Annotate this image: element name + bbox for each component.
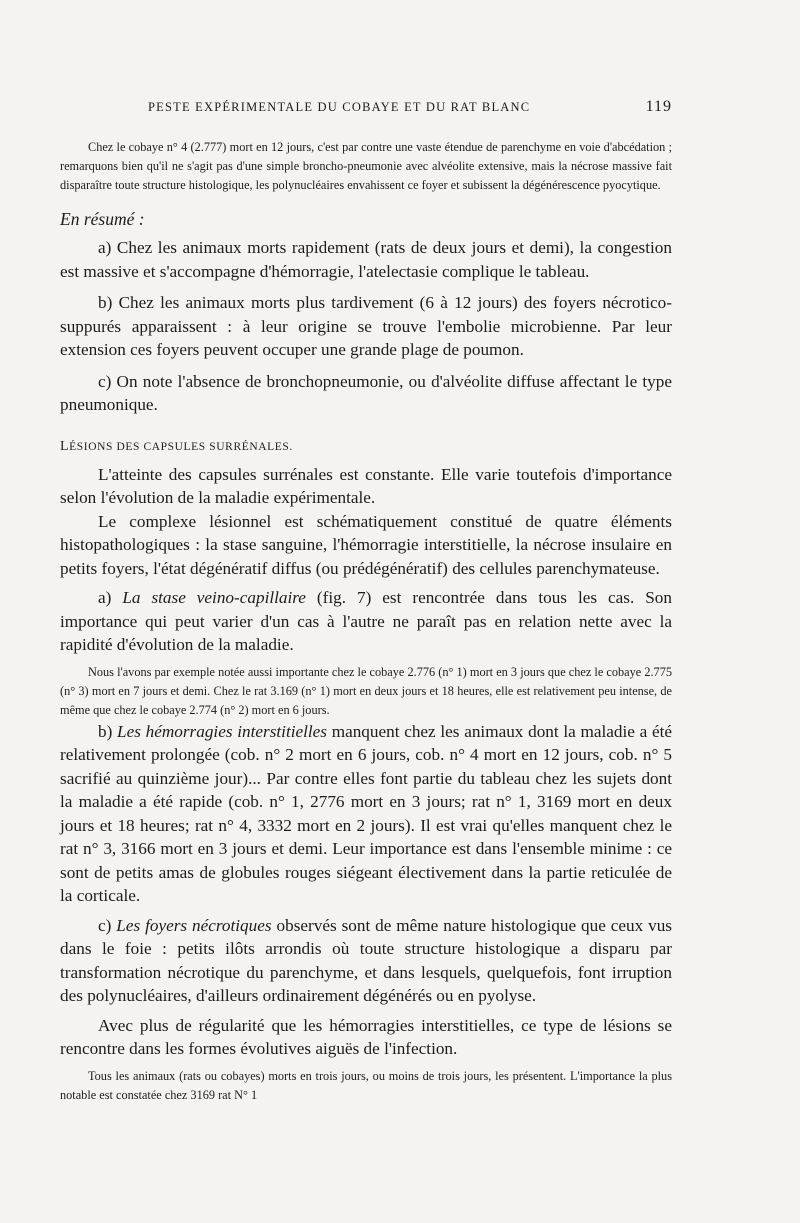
running-header: [148, 98, 672, 116]
page: [60, 98, 672, 1105]
section-heading: [60, 439, 672, 455]
summary-item-b: b) Chez les animaux morts plus tardivement (6 à 12 jours) des foyers nécrotico-suppurés apparaissent : à leur origine se trouve l'embolie microbienne. Par leur extension ces foyers peuvent occuper une grande plage de poumon.: [60, 293, 672, 359]
paragraph-avec: Avec plus de régularité que les hémorragies interstitielles, ce type de lésions se rencontre dans les formes évolutives aiguës de l'infection.: [60, 1015, 672, 1058]
page-number: 119: [645, 98, 672, 115]
paragraph-foyers: [60, 914, 672, 1008]
section-heading-rest: ÉSIONS DES CAPSULES SURRÉNALES.: [69, 440, 293, 453]
paragraph-stase: [60, 586, 672, 657]
item-body: (fig. 7) est rencontrée dans tous les cas. Son importance qui peut varier d'un cas à l'autre ne paraît pas en relation nette avec la rapidité d'évolution de la maladie.: [60, 588, 672, 654]
paragraph-tous: Tous les animaux (rats ou cobayes) morts en trois jours, ou moins de trois jours, les présentent. L'importance la plus notable est constatée chez 3169 rat N° 1: [60, 1068, 672, 1102]
summary-item-a: a) Chez les animaux morts rapidement (rats de deux jours et demi), la congestion est massive et s'accompagne d'hémorragie, l'atelectasie complique le tableau.: [60, 238, 672, 281]
item-prefix: a): [98, 588, 123, 607]
item-title: Les hémorragies interstitielles: [117, 721, 327, 741]
summary-item-c: c) On note l'absence de bronchopneumonie, ou d'alvéolite diffuse affectant le type pneumonique.: [60, 371, 672, 414]
section-heading-cap: L: [60, 438, 70, 454]
item-body: observés sont de même nature histologique que ceux vus dans le foie : petits ilôts arrondis où toute structure histologique a disparu par transformation nécrotique du parenchyme, et dans lesquels, quelquefois, font irruption des polynucléaires, d'ailleurs ordinairement dégénérés ou en pyolyse.: [60, 915, 672, 1005]
paragraph-hemorragies: [60, 720, 672, 908]
running-title: PESTE EXPÉRIMENTALE DU COBAYE ET DU RAT BLANC: [148, 100, 531, 114]
paragraph-nous: Nous l'avons par exemple notée aussi importante chez le cobaye 2.776 (n° 1) mort en 3 jours que chez le cobaye 2.775 (n° 3) mort en 7 jours et demi. Chez le rat 3.169 (n° 1) mort en deux jours et 18 heures, elle est relativement peu intense, de même que chez le cobaye 2.774 (n° 2) mort en 6 jours.: [60, 664, 672, 717]
paragraph-cobaye-4: Chez le cobaye n° 4 (2.777) mort en 12 jours, c'est par contre une vaste étendue de parenchyme en voie d'abcédation ; remarquons bien qu'il ne s'agit pas d'une simple broncho-pneumonie avec alvéolite extensive, mais la nécrose massive fait disparaître toute structure histologique, les polynucléaires envahissent ce foyer et subissent la dégénérescence pyocytique.: [60, 140, 672, 192]
item-title: La stase veino-capillaire: [122, 588, 306, 607]
paragraph-complexe: Le complexe lésionnel est schématiquement constitué de quatre éléments histopathologiques : la stase sanguine, l'hémorragie interstitielle, la nécrose insulaire en petits foyers, l'état dégénératif diffus (ou prédégénératif) des cellules parenchymateuse.: [60, 511, 672, 578]
summary-heading: En résumé :: [60, 209, 145, 229]
item-title: Les foyers nécrotiques: [116, 915, 272, 935]
item-body: manquent chez les animaux dont la maladie a été relativement prolongée (cob. n° 2 mort en 6 jours, cob. n° 4 mort en 12 jours, cob. n° 5 sacrifié au quinzième jour)... Par contre elles font partie du tableau chez les sujets dont la maladie a été rapide (cob. n° 1, 2776 mort en 3 jours; rat n° 1, 3169 mort en deux jours et 18 heures; rat n° 4, 3332 mort en 2 jours). Il est vrai qu'elles manquent chez le rat n° 3, 3166 mort en 3 jours et demi. Leur importance est dans l'ensemble minime : ce sont de petits amas de globules rouges siégeant électivement dans la partie reticulée de la corticale.: [60, 721, 672, 905]
paragraph-atteinte: L'atteinte des capsules surrénales est constante. Elle varie toutefois d'importance selon l'évolution de la maladie expérimentale.: [60, 464, 672, 507]
item-prefix: b): [98, 721, 118, 741]
item-prefix: c): [98, 915, 117, 935]
